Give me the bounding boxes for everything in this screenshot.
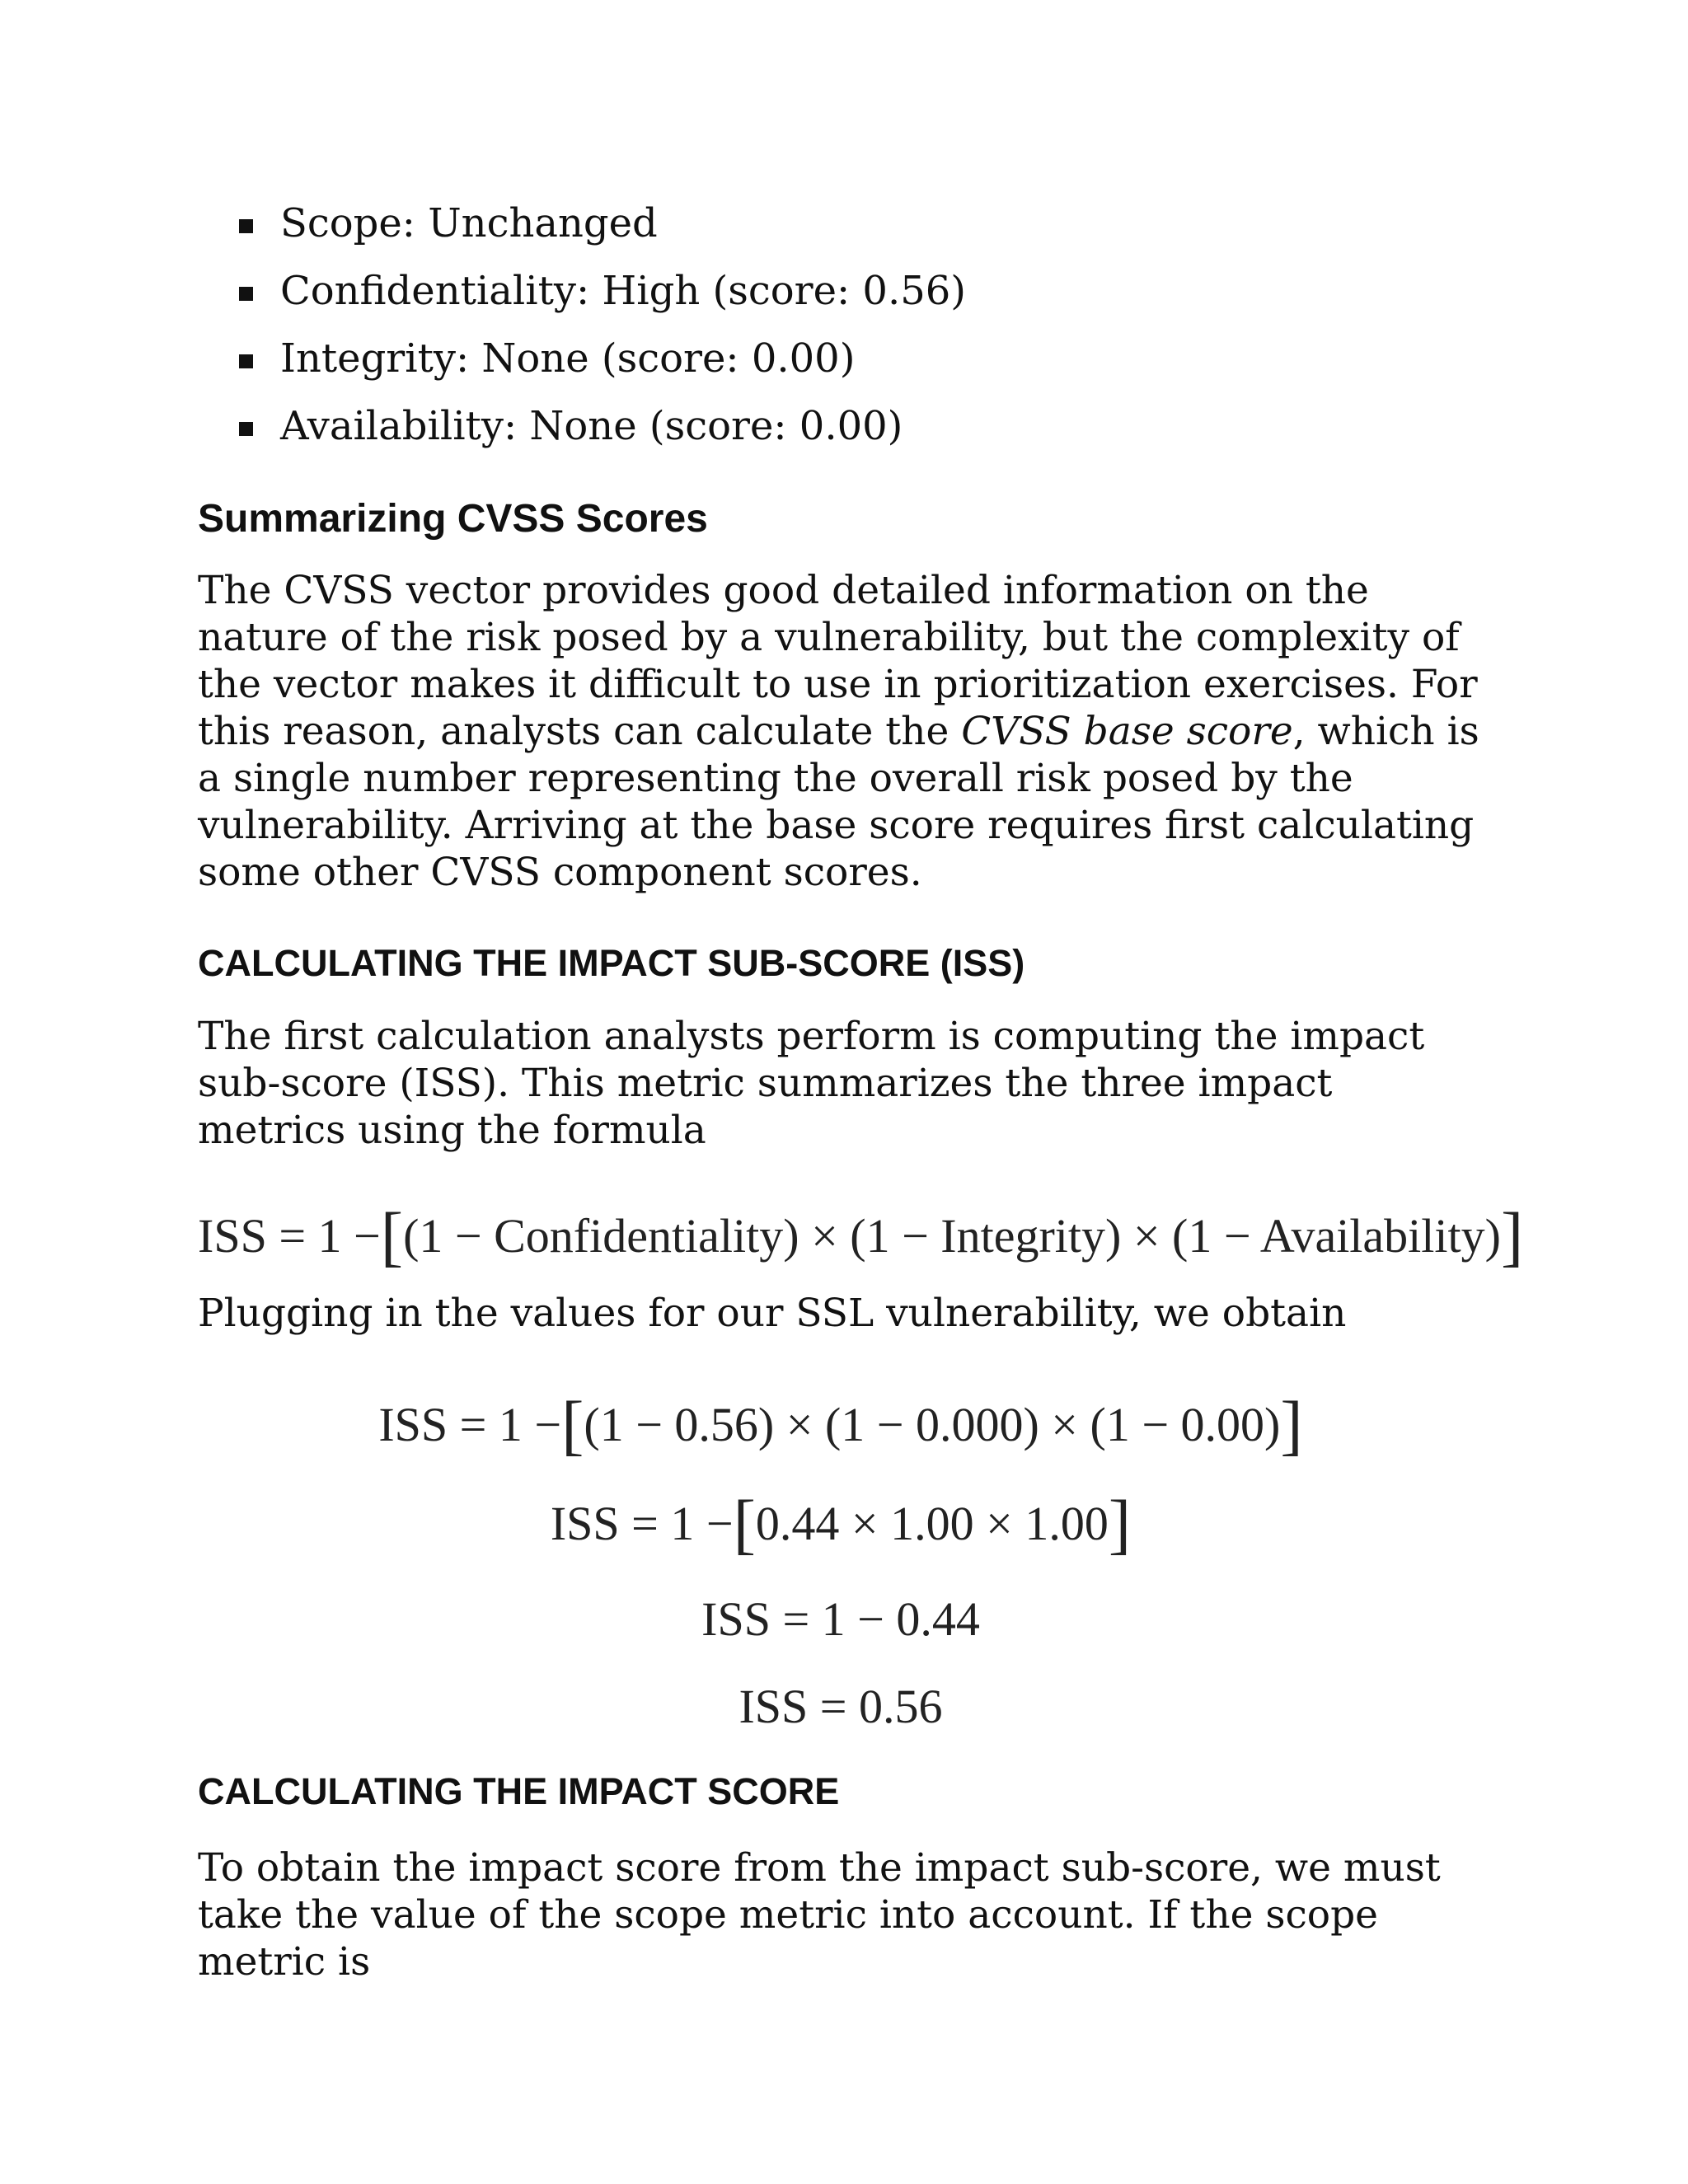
left-bracket-icon: [ [380, 1198, 404, 1273]
left-bracket-icon: [ [733, 1486, 756, 1561]
paragraph-text: The CVSS vector provides good detailed information on the nature of the risk posed by a vulnerability, but the complexity of the vector makes it difficult to use in prioritization exercises. For this reason, analysts can calculate the [198, 568, 1478, 754]
section-heading-iss: CALCULATING THE IMPACT SUB-SCORE (ISS) [198, 942, 1025, 984]
formula-inner: (1 − 0.56) × (1 − 0.000) × (1 − 0.00) [584, 1398, 1281, 1451]
section-heading-impact-score: CALCULATING THE IMPACT SCORE [198, 1770, 840, 1812]
section-heading-summarizing: Summarizing CVSS Scores [198, 497, 708, 541]
emphasis-term: CVSS base score [961, 709, 1293, 754]
impact-metric-list [198, 190, 1484, 460]
formula-lhs: ISS = 1 − [198, 1209, 381, 1263]
list-item [239, 257, 1484, 325]
paragraph-text: , which is a single number representing the overall risk posed by the vulnerability. Arriving at the base score requires first calculating some other CVSS component scores. [198, 709, 1479, 895]
list-item-text: Integrity: None (score: 0.00) [280, 335, 856, 382]
iss-formula [198, 1198, 1524, 1273]
list-item [239, 190, 1484, 257]
right-bracket-icon: ] [1500, 1198, 1524, 1273]
formula-lhs: ISS = 1 − [378, 1398, 562, 1451]
formula-inner: 0.44 × 1.00 × 1.00 [755, 1497, 1109, 1550]
list-item [239, 325, 1484, 392]
right-bracket-icon: ] [1280, 1387, 1303, 1462]
square-bullet-icon [239, 287, 253, 301]
list-item-text: Confidentiality: High (score: 0.56) [280, 268, 967, 314]
list-item [239, 392, 1484, 460]
square-bullet-icon [239, 354, 253, 368]
formula-inner: (1 − Confidentiality) × (1 − Integrity) × (1 − Availability) [403, 1209, 1501, 1263]
list-item-text: Scope: Unchanged [280, 200, 658, 246]
left-bracket-icon: [ [561, 1387, 584, 1462]
equation-step-2 [198, 1487, 1484, 1561]
square-bullet-icon [239, 219, 253, 233]
paragraph-plug-in: Plugging in the values for our SSL vulnerability, we obtain [198, 1291, 1347, 1336]
equation-step-3: ISS = 1 − 0.44 [701, 1592, 980, 1646]
paragraph-iss-intro: The first calculation analysts perform is computing the impact sub-score (ISS). This metric summarizes the three impact metrics using the formula [198, 1014, 1425, 1153]
square-bullet-icon [239, 422, 253, 436]
right-bracket-icon: ] [1108, 1486, 1132, 1561]
list-item-text: Availability: None (score: 0.00) [280, 403, 903, 449]
equation-step-4: ISS = 0.56 [738, 1680, 943, 1733]
document-page [198, 190, 1524, 1985]
paragraph-summary [198, 567, 1484, 896]
equation-step-1 [198, 1388, 1484, 1462]
paragraph-impact-score: To obtain the impact score from the impact sub-score, we must take the value of the scope metric into account. If the scope metric is [198, 1845, 1441, 1985]
formula-lhs: ISS = 1 − [550, 1497, 734, 1550]
